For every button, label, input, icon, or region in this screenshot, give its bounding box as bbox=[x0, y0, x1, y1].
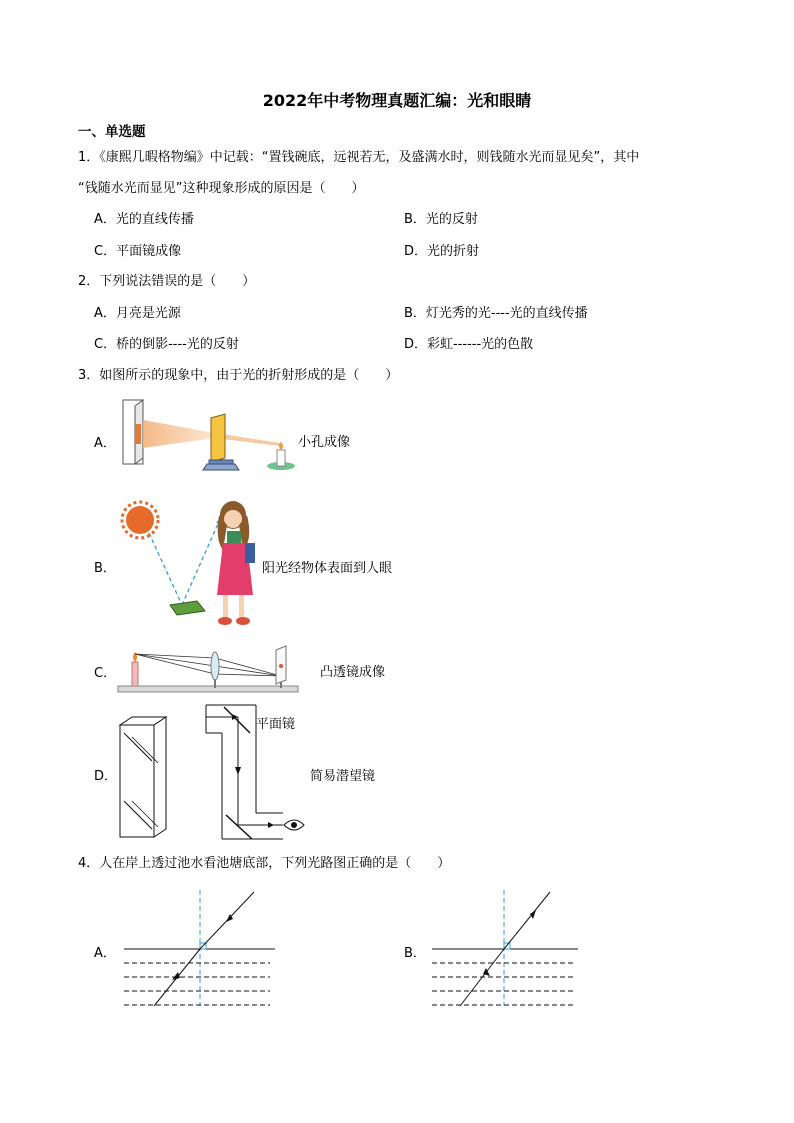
q1-stem-line2: “钱随水光而显见”这种现象形成的原因是（ ） bbox=[78, 181, 365, 196]
q2-option-d[interactable]: D．彩虹------光的色散 bbox=[404, 337, 534, 352]
q4-diagram-b bbox=[430, 888, 585, 1008]
q3-c-caption: 凸透镜成像 bbox=[320, 665, 386, 680]
q2-stem: 2．下列说法错误的是（ ） bbox=[78, 274, 256, 289]
q3-option-c-letter[interactable]: C． bbox=[94, 666, 117, 681]
candle-icon bbox=[132, 652, 138, 686]
q1-option-b[interactable]: B．光的反射 bbox=[404, 212, 478, 227]
q3-option-a-letter[interactable]: A． bbox=[94, 436, 116, 451]
q2-option-a[interactable]: A．月亮是光源 bbox=[94, 306, 181, 321]
q2-option-b[interactable]: B．灯光秀的光----光的直线传播 bbox=[404, 306, 588, 321]
girl-figure bbox=[217, 501, 255, 625]
q3-d-mirror-label: 平面镜 bbox=[256, 717, 296, 732]
q4-stem: 4．人在岸上透过池水看池塘底部，下列光路图正确的是（ ） bbox=[78, 856, 451, 871]
q3-a-caption: 小孔成像 bbox=[298, 435, 351, 450]
q4-diagram-a bbox=[122, 888, 277, 1008]
section-heading: 一、单选题 bbox=[78, 124, 146, 140]
q2-option-c[interactable]: C．桥的倒影----光的反射 bbox=[94, 337, 239, 352]
q3-b-caption: 阳光经物体表面到人眼 bbox=[262, 561, 393, 576]
convex-lens-figure bbox=[118, 636, 298, 696]
q1-option-d[interactable]: D．光的折射 bbox=[404, 244, 480, 259]
q3-d-caption: 简易潜望镜 bbox=[310, 769, 376, 784]
q3-stem: 3．如图所示的现象中，由于光的折射形成的是（ ） bbox=[78, 368, 399, 383]
q1-option-c[interactable]: C．平面镜成像 bbox=[94, 244, 182, 259]
q4-option-b-letter[interactable]: B． bbox=[404, 946, 426, 961]
q1-option-a[interactable]: A．光的直线传播 bbox=[94, 212, 194, 227]
pinhole-figure bbox=[115, 398, 305, 478]
eye-icon bbox=[284, 820, 304, 830]
q4-option-a-letter[interactable]: A． bbox=[94, 946, 116, 961]
q1-stem-line1: 1．《康熙几暇格物编》中记载：“置钱碗底，远视若无，及盛满水时，则钱随水光而显见矣”，其中 bbox=[78, 150, 640, 165]
sunlight-reflection-figure bbox=[115, 495, 265, 635]
page-title: 2022年中考物理真题汇编：光和眼睛 bbox=[262, 91, 532, 110]
q3-option-d-letter[interactable]: D． bbox=[94, 769, 118, 784]
periscope-box bbox=[120, 717, 166, 837]
q3-option-b-letter[interactable]: B． bbox=[94, 561, 116, 576]
sun-icon bbox=[122, 502, 158, 538]
